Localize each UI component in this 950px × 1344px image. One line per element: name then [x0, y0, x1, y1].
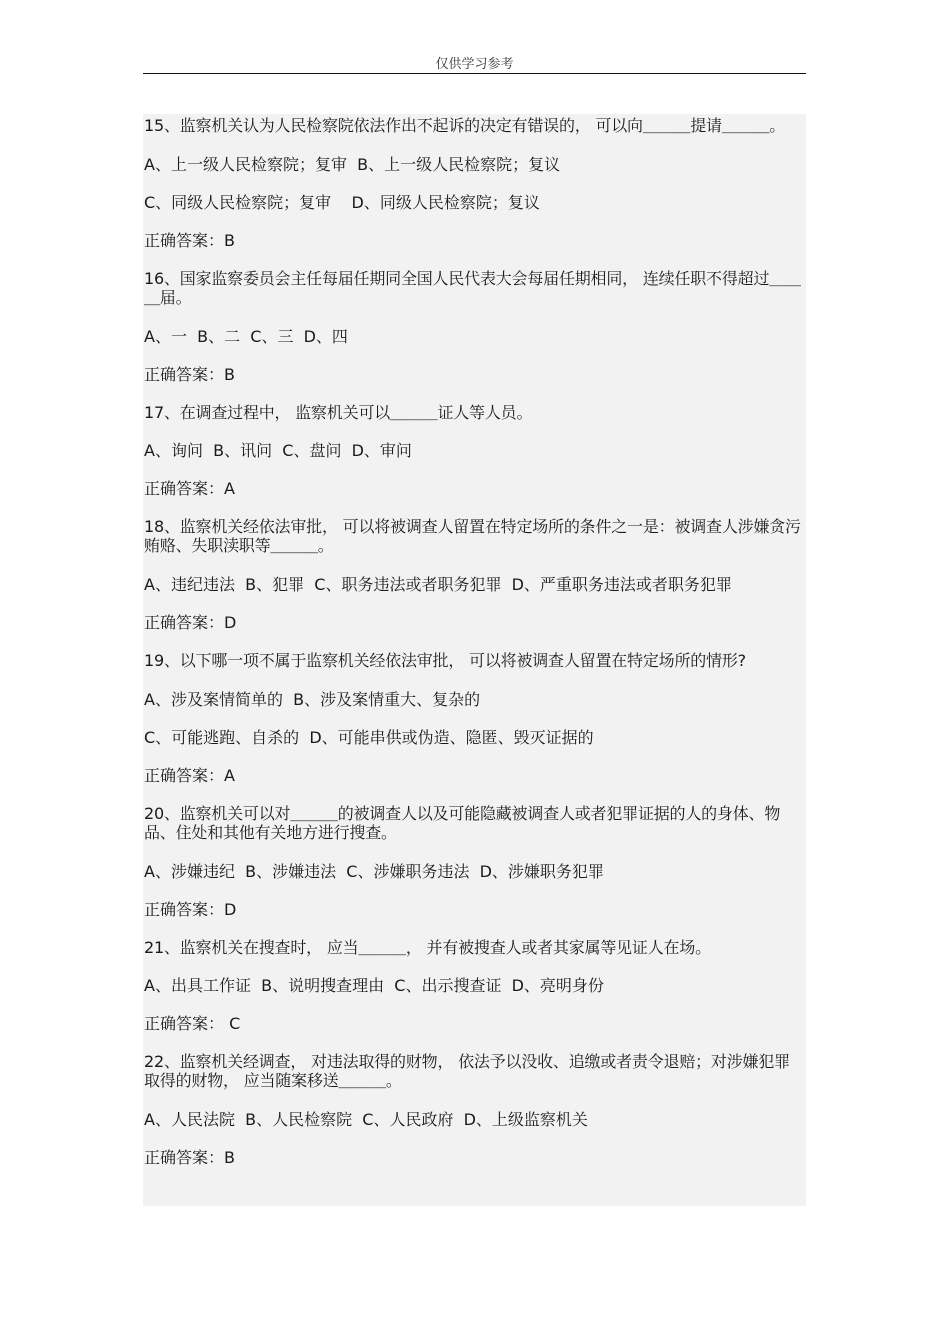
option-line: A、涉及案情简单的 B、涉及案情重大、复杂的 — [144, 690, 481, 709]
question-block — [143, 651, 806, 785]
question-text: 15、监察机关认为人民检察院依法作出不起诉的决定有错误的， 可以向＿＿＿提请＿＿＿。 — [144, 116, 786, 135]
answer-line: 正确答案： C — [144, 1014, 241, 1033]
question-block — [143, 517, 806, 632]
answer-line: 正确答案：D — [144, 900, 237, 919]
question-block — [143, 403, 806, 498]
answer-line: 正确答案：D — [144, 613, 237, 632]
option-line: A、上一级人民检察院；复审 B、上一级人民检察院；复议 — [144, 155, 561, 174]
option-line: C、同级人民检察院；复审 D、同级人民检察院；复议 — [144, 193, 540, 212]
question-text: 17、在调查过程中， 监察机关可以＿＿＿证人等人员。 — [144, 403, 533, 422]
answer-line: 正确答案：B — [144, 1148, 235, 1167]
question-text: 18、监察机关经依法审批， 可以将被调查人留置在特定场所的条件之一是：被调查人涉嫌贪污贿赂、失职渎职等＿＿＿。 — [144, 517, 801, 555]
page-header: 仅供学习参考 — [435, 57, 514, 72]
question-text: 20、监察机关可以对＿＿＿的被调查人以及可能隐藏被调查人或者犯罪证据的人的身体、物品、住处和其他有关地方进行搜查。 — [144, 804, 781, 842]
option-line: A、人民法院 B、人民检察院 C、人民政府 D、上级监察机关 — [144, 1110, 588, 1129]
option-line: C、可能逃跑、自杀的 D、可能串供或伪造、隐匿、毁灭证据的 — [144, 728, 594, 747]
question-list — [143, 114, 806, 1206]
question-block — [143, 1052, 806, 1167]
question-block — [143, 116, 806, 250]
question-text: 19、以下哪一项不属于监察机关经依法审批， 可以将被调查人留置在特定场所的情形? — [144, 651, 746, 670]
option-line: A、出具工作证 B、说明搜查理由 C、出示搜查证 D、亮明身份 — [144, 976, 604, 995]
option-line: A、一 B、二 C、三 D、四 — [144, 327, 348, 346]
question-text: 16、国家监察委员会主任每届任期同全国人民代表大会每届任期相同， 连续任职不得超过＿＿＿届。 — [144, 269, 801, 307]
option-line: A、询问 B、讯问 C、盘问 D、审问 — [144, 441, 412, 460]
answer-line: 正确答案：B — [144, 231, 235, 250]
question-block — [143, 804, 806, 919]
option-line: A、违纪违法 B、犯罪 C、职务违法或者职务犯罪 D、严重职务违法或者职务犯罪 — [144, 575, 732, 594]
question-block — [143, 938, 806, 1033]
answer-line: 正确答案：A — [144, 479, 235, 498]
question-block — [143, 269, 806, 384]
header-divider — [143, 73, 806, 74]
option-line: A、涉嫌违纪 B、涉嫌违法 C、涉嫌职务违法 D、涉嫌职务犯罪 — [144, 862, 604, 881]
answer-line: 正确答案：A — [144, 766, 235, 785]
question-text: 22、监察机关经调查， 对违法取得的财物， 依法予以没收、追缴或者责令退赔；对涉嫌犯罪取得的财物， 应当随案移送＿＿＿。 — [144, 1052, 790, 1090]
question-text: 21、监察机关在搜查时， 应当＿＿＿， 并有被搜查人或者其家属等见证人在场。 — [144, 938, 711, 957]
answer-line: 正确答案：B — [144, 365, 235, 384]
